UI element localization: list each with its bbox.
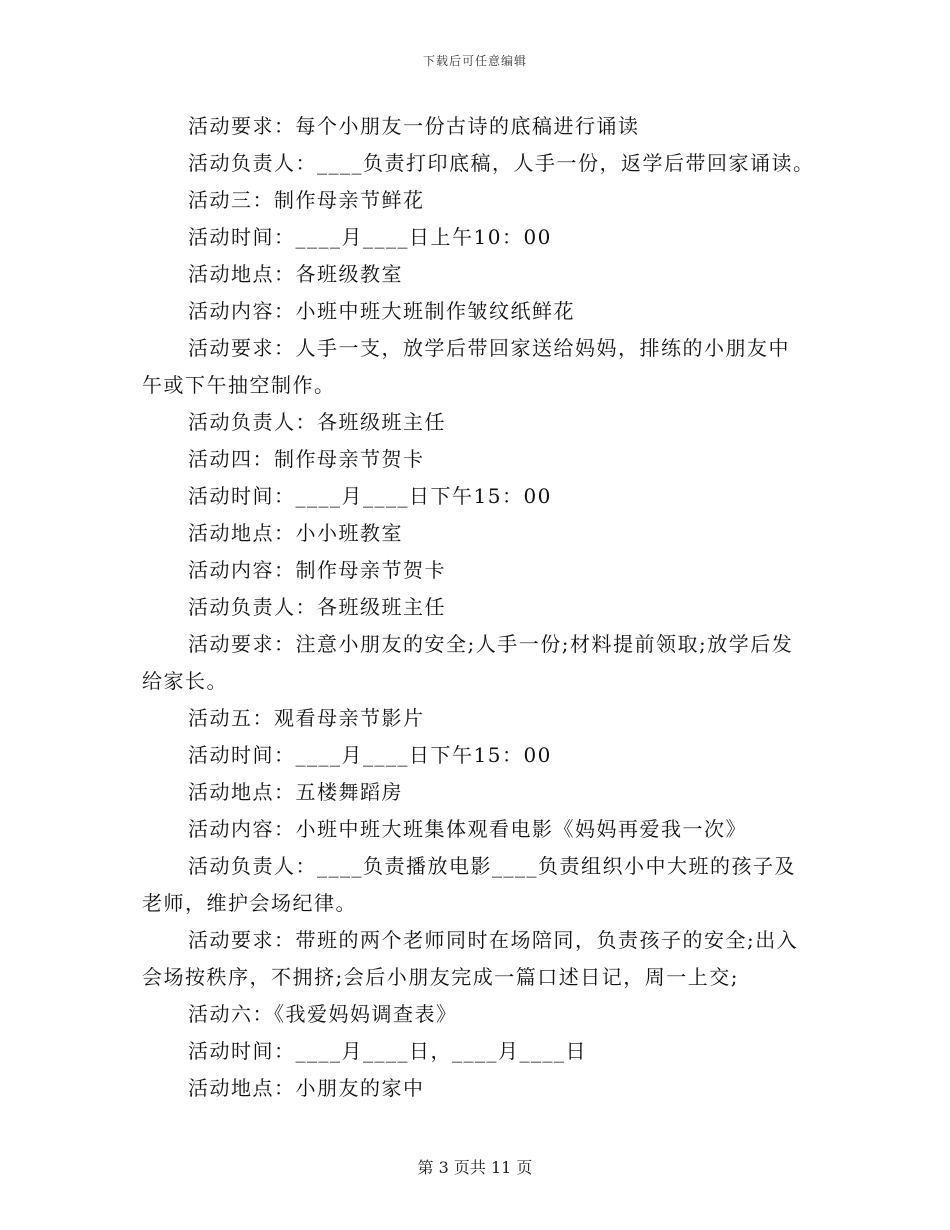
- document-body: [142, 108, 822, 1107]
- paragraph-continuation: 会场按秩序，不拥挤;会后小朋友完成一篇口述日记，周一上交;: [142, 965, 739, 989]
- paragraph-line: 活动地点：各班级教室: [188, 262, 403, 286]
- paragraph-line: 活动地点：小朋友的家中: [188, 1076, 425, 1100]
- paragraph-line: 活动负责人：____负责打印底稿，人手一份，返学后带回家诵读。: [188, 151, 815, 175]
- paragraph-line: 活动时间：____月____日，____月____日: [188, 1039, 587, 1063]
- paragraph-continuation: 午或下午抽空制作。: [142, 373, 336, 397]
- paragraph-line: 活动负责人：____负责播放电影____负责组织小中大班的孩子及: [188, 854, 796, 878]
- paragraph-line: 活动内容：小班中班大班制作皱纹纸鲜花: [188, 299, 575, 323]
- section-heading: 活动五：观看母亲节影片: [188, 706, 425, 730]
- page-number: 第 3 页共 11 页: [417, 1158, 533, 1177]
- section-heading: 活动三：制作母亲节鲜花: [188, 188, 425, 212]
- section-heading: 活动四：制作母亲节贺卡: [188, 447, 425, 471]
- paragraph-line: 活动要求：人手一支，放学后带回家送给妈妈，排练的小朋友中: [188, 336, 790, 360]
- paragraph-line: 活动地点：小小班教室: [188, 521, 403, 545]
- page-header: 下载后可任意编辑: [422, 54, 527, 68]
- paragraph-line: 活动时间：____月____日上午10：00: [188, 225, 552, 249]
- paragraph-continuation: 给家长。: [142, 669, 228, 693]
- paragraph-continuation: 老师，维护会场纪律。: [142, 891, 357, 915]
- paragraph-line: 活动内容：制作母亲节贺卡: [188, 558, 446, 582]
- paragraph-line: 活动要求：带班的两个老师同时在场陪同，负责孩子的安全;出入: [188, 928, 799, 952]
- paragraph-line: 活动时间：____月____日下午15：00: [188, 743, 552, 767]
- paragraph-line: 活动负责人：各班级班主任: [188, 410, 446, 434]
- section-heading: 活动六：《我爱妈妈调查表》: [188, 1002, 458, 1026]
- paragraph-line: 活动内容：小班中班大班集体观看电影《妈妈再爱我一次》: [188, 817, 747, 841]
- paragraph-line: 活动地点：五楼舞蹈房: [188, 780, 403, 804]
- paragraph-line: 活动时间：____月____日下午15：00: [188, 484, 552, 508]
- paragraph-line: 活动要求：注意小朋友的安全;人手一份;材料提前领取;放学后发: [188, 632, 794, 656]
- paragraph-line: 活动负责人：各班级班主任: [188, 595, 446, 619]
- paragraph-line: 活动要求：每个小朋友一份古诗的底稿进行诵读: [188, 114, 640, 138]
